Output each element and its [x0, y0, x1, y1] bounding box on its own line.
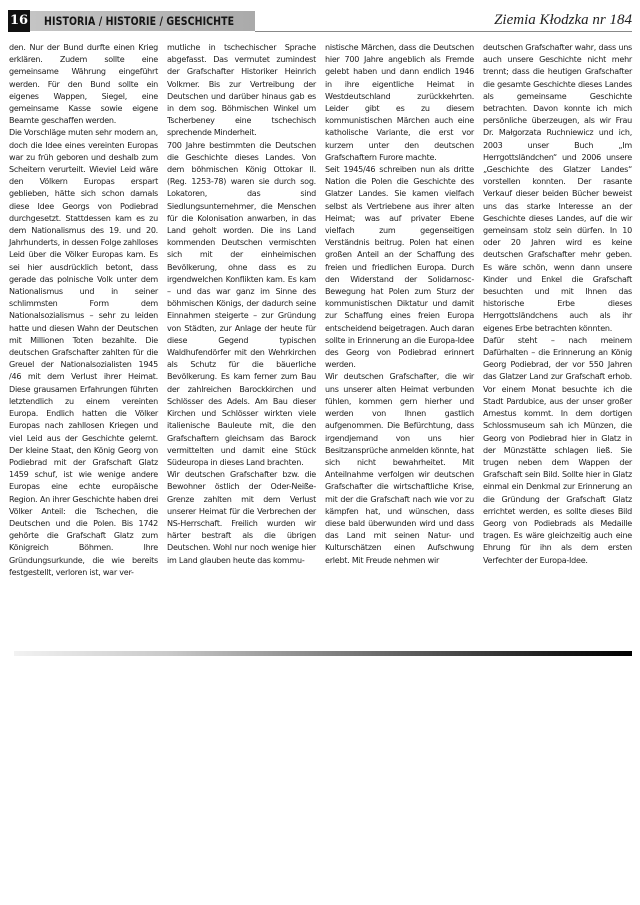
paragraph: Wir deutschen Grafschafter bzw. die Bewohner östlich der Oder-Neiße-Grenze zahlten mit dem Verlust unserer Heimat für die Verbrechen der NS-Herrschaft. Freilich wurden wir härter bestraft als die übrigen Deutschen. Wohl nur noch wenige hier im Land glauben heute das kommu-: [167, 470, 316, 565]
paragraph: Dafür steht – nach meinem Dafürhalten – die Erinnerung an König Georg Podiebrad, der vor 550 Jahren das Glatzer Land zur Grafschaft erhob. Vor einem Monat besuchte ich die Stadt Pardubice, aus der unser großer Arnestus kommt. In dem dortigen Schlossmuseum sah ich Münzen, die Georg von Podiebrad hier in Glatz in der Münzstätte schlagen ließ. Sie trugen neben dem Wappen der Grafschaft sein Bild. Sollte hier in Glatz einmal ein Denkmal zur Erinnerung an die Gründung der Grafschaft Glatz errichtet werden, es sollte dieses Bild Georg von Podiebrads als Medaille tragen. Es wäre gleichzeitig auch eine Ehrung für ihn als dem ersten Verfechter der Europa-Idee.: [483, 335, 632, 565]
article-column-4: [483, 42, 632, 579]
paragraph: Wir deutschen Grafschafter, die wir uns unserer alten Heimat verbunden fühlen, kommen gern hierher und werden von Ihnen gastlich aufgenommen. Die Befürchtung, dass irgendjemand von uns hier Besitzansprüche anmelden könnte, hat sich nicht bewahrheitet. Mit Anteilnahme verfolgen wir deutschen Grafschafter die wirtschaftliche Krise, mit der die Grafschaft nach wie vor zu kämpfen hat, und wünschen, dass diese bald überwunden wird und dass das Land mit seinen Natur- und Kulturschätzen einen Aufschwung erlebt. Mit Freude nehmen wir: [325, 372, 474, 565]
section-bar: [30, 11, 255, 31]
article-column-1: [9, 42, 158, 579]
paragraph: den. Nur der Bund durfte einen Krieg erklären. Zudem sollte eine gemeinsame Währung eingeführt werden. Für den Bund sollte ein eigenes Wappen, Siegel, eine gemeinsame Kasse sowie eigene Beamte geschaffen werden.: [9, 43, 158, 126]
paragraph: Seit 1945/46 schreiben nun als dritte Nation die Polen die Geschichte des Glatzer Landes. Sie kamen vielfach selbst als Vertriebene aus ihrer alten Heimat; was auf privater Ebene vielfach zum gegenseitigen Verständnis beitrug. Polen hat einen großen Anteil an der Schaffung des freien und friedlichen Europa. Durch den Widerstand der Solidarnosc-Bewegung hat Polen zum Sturz der kommunistischen Diktatur und damit zur Schaffung eines freien Europa entscheidend beigetragen. Auch daran sollte in Erinnerung an die Europa-Idee des Georg von Podiebrad erinnert werden.: [325, 165, 474, 370]
bottom-divider-rule: [14, 651, 632, 656]
header-rule: [255, 31, 632, 32]
section-title: HISTORIA / HISTORIE / GESCHICHTE: [44, 14, 235, 28]
article-column-2: [167, 42, 316, 579]
publication-title: Ziemia Kłodzka nr 184: [494, 12, 632, 28]
article-column-3: [325, 42, 474, 579]
paragraph: deutschen Grafschafter wahr, dass uns auch unsere Geschichte nicht mehr trennt; dass die heutigen Grafschafter die gesamte Geschichte dieses Landes als gemeinsame Geschichte betrachten. Davon konnte ich mich persönliche überzeugen, als wir Frau Dr. Małgorzata Ruchniewicz und ich, 2003 unser Buch „Im Herrgottsländchen“ und 2006 unsere „Geschichte des Glatzer Landes“ vorstellen konnten. Der rasante Verkauf dieser beiden Bücher beweist uns das starke Interesse an der Geschichte dieses Landes, auf die wir gemeinsam stolz sein dürfen. In 10 oder 20 Jahren wird es keine deutschen Grafschafter mehr geben. Es wäre schön, wenn dann unsere Kinder und Enkel die Grafschaft besuchten und mit Ihnen das historische Erbe dieses Herrgottsländchens auch als ihr eigenes Erbe betrachten könnten.: [483, 43, 632, 333]
paragraph: Die Vorschläge muten sehr modern an, doch die Idee eines vereinten Europas war zu früh geboren und deshalb zum Scheitern verurteilt. Wieviel Leid wäre den Völkern Europas erspart geblieben, hätte sich schon damals diese Idee Georgs von Podiebrad durchgesetzt. Stattdessen kam es zu dem Nationalismus des 19. und 20. Jahrhunderts, in dessen Folge zahlloses Leid über die Völker Europas kam. Es sei hier ausdrücklich betont, dass gerade das polnische Volk unter dem Nationalismus und in seiner schlimmsten Form dem Nationalsozialismus – sehr zu leiden hatte und diesen Wahn der Deutschen mit Millionen Toten bezahlte. Die deutschen Grafschafter zahlten für die Greuel der Nationalsozialisten 1945 /46 mit dem Verlust ihrer Heimat. Diese grausamen Erfahrungen führten letztendlich zu einem vereinten Europa. Endlich hatten die Völker Europas nach zahllosen Kriegen und viel Leid aus der Geschichte gelernt. Der kleine Staat, den König Georg von Podiebrad mit der Grafschaft Glatz 1459 schuf, ist wie wenige andere Europas eine echte europäische Region. An ihrer Geschichte haben drei Völker Anteil: die Tschechen, die Deutschen und die Polen. Bis 1742 gehörte die Grafschaft Glatz zum Königreich Böhmen. Ihre Gründungsurkunde, die wie bereits festgestellt, verloren ist, war ver-: [9, 128, 158, 577]
paragraph: mutliche in tschechischer Sprache abgefasst. Das vermutet zumindest der Grafschafter Historiker Heinrich Volkmer. Bis zur Vertreibung der Deutschen und darüber hinaus gab es in dem sog. Böhmischen Winkel um Tscherbeney eine tschechisch sprechende Minderheit.: [167, 43, 316, 138]
paragraph: 700 Jahre bestimmten die Deutschen die Geschichte dieses Landes. Von dem böhmischen König Ottokar II. (Reg. 1253-78) waren sie durch sog. Lokatoren, das sind Siedlungsunternehmer, die Menschen für die Kolonisation anwarben, in das Land geholt worden. Die ins Land kommenden Deutschen vermischten sich mit der einheimischen Bevölkerung, ohne dass es zu irgendwelchen Konflikten kam. Es kam – und das war ganz im Sinne des böhmischen Königs, der dadurch seine Einnahmen steigerte – zur Gründung von Städten, zur Anlage der heute für diese Gegend typischen Waldhufendörfer mit den Wehrkirchen als Schutz für die bäuerliche Bevölkerung. Es kam ferner zum Bau der zahlreichen Barockkirchen und Schlösser des Adels. Am Bau dieser Kirchen und Schlösser wirkten viele italienische Bauleute mit, die den Grafschaftern gleichsam das Barock vermittelten und damit eine Stück Südeuropa in dieses Land brachten.: [167, 140, 316, 467]
page-header: [8, 10, 632, 32]
paragraph: nistische Märchen, dass die Deutschen hier 700 Jahre angeblich als Fremde gelebt haben und dann endlich 1946 in ihre eigentliche Heimat in Westdeutschland zurückkehrten. Leider gibt es zu diesem kommunistischen Märchen auch eine katholische Variante, die erst vor kurzem unter den deutschen Grafschaftern Furore machte.: [325, 43, 474, 162]
page-number: 16: [8, 10, 30, 32]
article-body: [9, 42, 633, 579]
